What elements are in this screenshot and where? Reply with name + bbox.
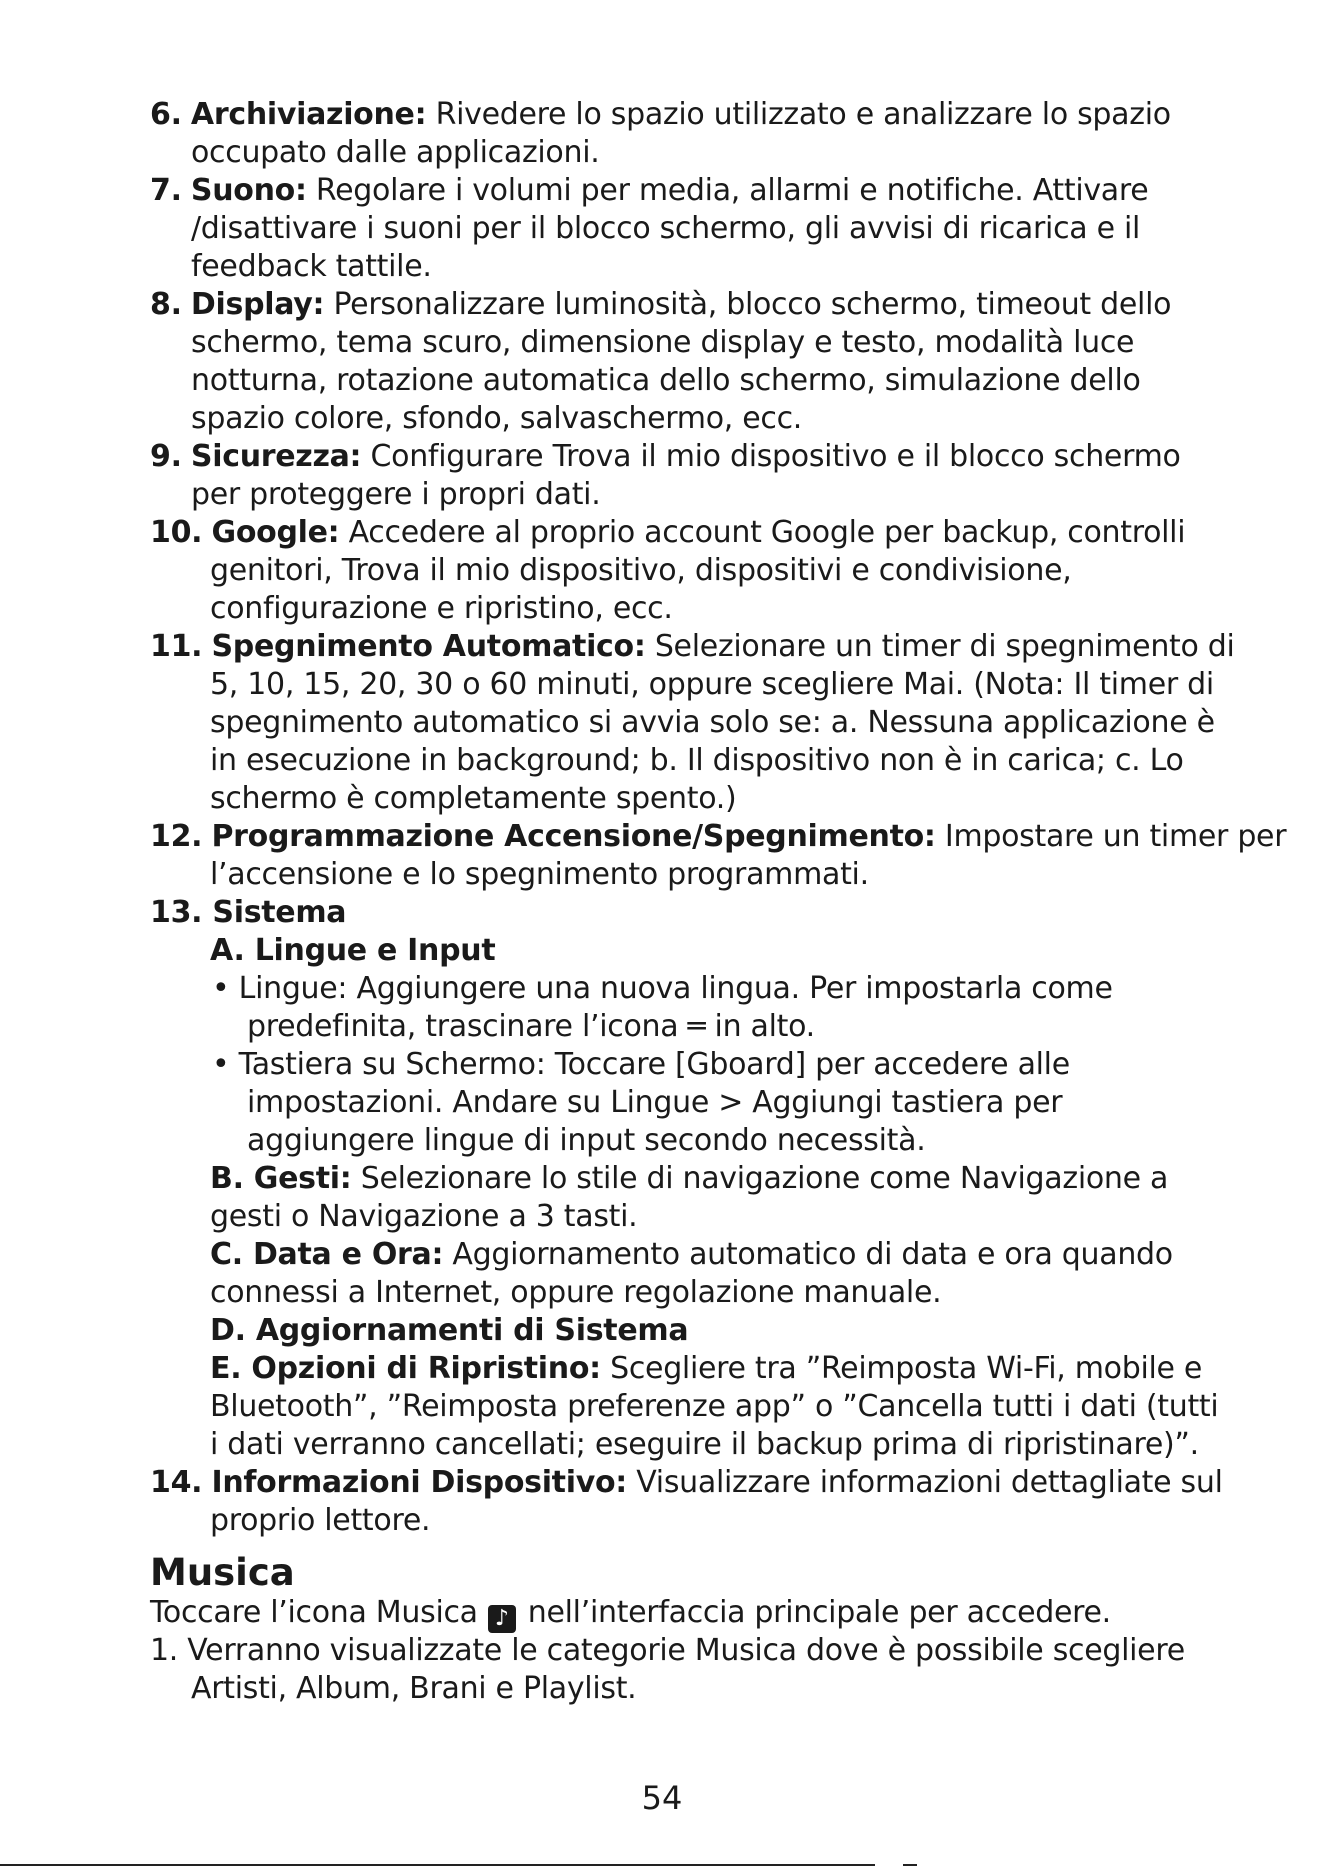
ripristino-title: E. Opzioni di Ripristino: [210, 1351, 601, 1386]
data-ora-line-1: C. Data e Ora: Aggiornamento automatico di data e ora quando [210, 1237, 1173, 1272]
item-11-line-4: in esecuzione in background; b. Il dispositivo non è in carica; c. Lo [210, 743, 1184, 778]
music-app-icon: ♪ [488, 1605, 516, 1633]
gesti-line-2: gesti o Navigazione a 3 tasti. [210, 1199, 638, 1234]
item-12-line-1: 12. Programmazione Accensione/Spegnimento: Impostare un timer per [150, 819, 1287, 854]
item-11-title: Spegnimento Automatico: [211, 629, 646, 664]
item-10-line-3: configurazione e ripristino, ecc. [210, 591, 673, 626]
item-10-line-1: 10. Google: Accedere al proprio account Google per backup, controlli [150, 515, 1186, 550]
bullet-tastiera-line-3: aggiungere lingue di input secondo necessità. [247, 1123, 926, 1158]
item-8-title: Display: [190, 287, 325, 322]
item-14-title: Informazioni Dispositivo: [211, 1465, 627, 1500]
item-9-title: Sicurezza: [190, 439, 362, 474]
item-9-line-2: per proteggere i propri dati. [191, 477, 601, 512]
item-13-title: 13. Sistema [150, 895, 347, 930]
footer-tick [903, 1864, 917, 1866]
bullet-tastiera-line-2: impostazioni. Andare su Lingue > Aggiungi tastiera per [247, 1085, 1063, 1120]
item-14-line-1: 14. Informazioni Dispositivo: Visualizzare informazioni dettagliate sul [150, 1465, 1223, 1500]
item-9-line-1: 9. Sicurezza: Configurare Trova il mio dispositivo e il blocco schermo [150, 439, 1181, 474]
data-ora-line-2: connessi a Internet, oppure regolazione manuale. [210, 1275, 942, 1310]
data-ora-title: C. Data e Ora: [210, 1237, 444, 1272]
item-6-title: Archiviazione: [190, 97, 427, 132]
item-10-line-2: genitori, Trova il mio dispositivo, dispositivi e condivisione, [210, 553, 1072, 588]
item-6-line-2: occupato dalle applicazioni. [191, 135, 600, 170]
ripristino-line-2: Bluetooth”, ”Reimposta preferenze app” o ”Cancella tutti i dati (tutti [210, 1389, 1219, 1424]
footer-rule [0, 1864, 875, 1866]
item-11-line-5: schermo è completamente spento.) [210, 781, 737, 816]
item-8-line-2: schermo, tema scuro, dimensione display e testo, modalità luce [191, 325, 1135, 360]
item-14-line-2: proprio lettore. [210, 1503, 431, 1538]
item-7-line-3: feedback tattile. [191, 249, 432, 284]
musica-heading: Musica [150, 1551, 295, 1594]
aggiornamenti-title: D. Aggiornamenti di Sistema [210, 1313, 689, 1348]
item-7-line-1: 7. Suono: Regolare i volumi per media, allarmi e notifiche. Attivare [150, 173, 1149, 208]
item-11-line-3: spegnimento automatico si avvia solo se: a. Nessuna applicazione è [210, 705, 1215, 740]
musica-item-1-line-2: Artisti, Album, Brani e Playlist. [191, 1671, 637, 1706]
bullet-tastiera-line-1: • Tastiera su Schermo: Toccare [Gboard] per accedere alle [212, 1047, 1070, 1082]
item-10-title: Google: [211, 515, 340, 550]
gesti-title: B. Gesti: [210, 1161, 352, 1196]
item-7-title: Suono: [190, 173, 307, 208]
item-7-line-2: /disattivare i suoni per il blocco schermo, gli avvisi di ricarica e il [191, 211, 1141, 246]
item-8-line-4: spazio colore, sfondo, salvaschermo, ecc. [191, 401, 803, 436]
gesti-line-1: B. Gesti: Selezionare lo stile di navigazione come Navigazione a [210, 1161, 1169, 1196]
item-11-line-1: 11. Spegnimento Automatico: Selezionare un timer di spegnimento di [150, 629, 1235, 664]
bullet-icon: • [212, 1047, 230, 1082]
page-number: 54 [641, 1779, 683, 1817]
lingue-input-title: A. Lingue e Input [210, 933, 496, 968]
item-12-line-2: l’accensione e lo spegnimento programmati. [210, 857, 869, 892]
bullet-lingue-line-1: • Lingue: Aggiungere una nuova lingua. Per impostarla come [212, 971, 1113, 1006]
musica-intro: Toccare l’icona Musica ♪ nell’interfaccia principale per accedere. [150, 1595, 1111, 1631]
item-8-line-1: 8. Display: Personalizzare luminosità, blocco schermo, timeout dello [150, 287, 1172, 322]
item-6-line-1: 6. Archiviazione: Rivedere lo spazio utilizzato e analizzare lo spazio [150, 97, 1171, 132]
bullet-lingue-line-2: predefinita, trascinare l’icona ═ in alto. [247, 1009, 815, 1044]
item-8-line-3: notturna, rotazione automatica dello schermo, simulazione dello [191, 363, 1141, 398]
bullet-icon: • [212, 971, 230, 1006]
item-12-title: Programmazione Accensione/Spegnimento: [211, 819, 936, 854]
musica-item-1-line-1: 1. Verranno visualizzate le categorie Musica dove è possibile scegliere [150, 1633, 1185, 1668]
ripristino-line-1: E. Opzioni di Ripristino: Scegliere tra ”Reimposta Wi-Fi, mobile e [210, 1351, 1203, 1386]
ripristino-line-3: i dati verranno cancellati; eseguire il backup prima di ripristinare)”. [210, 1427, 1199, 1462]
item-11-line-2: 5, 10, 15, 20, 30 o 60 minuti, oppure scegliere Mai. (Nota: Il timer di [210, 667, 1214, 702]
